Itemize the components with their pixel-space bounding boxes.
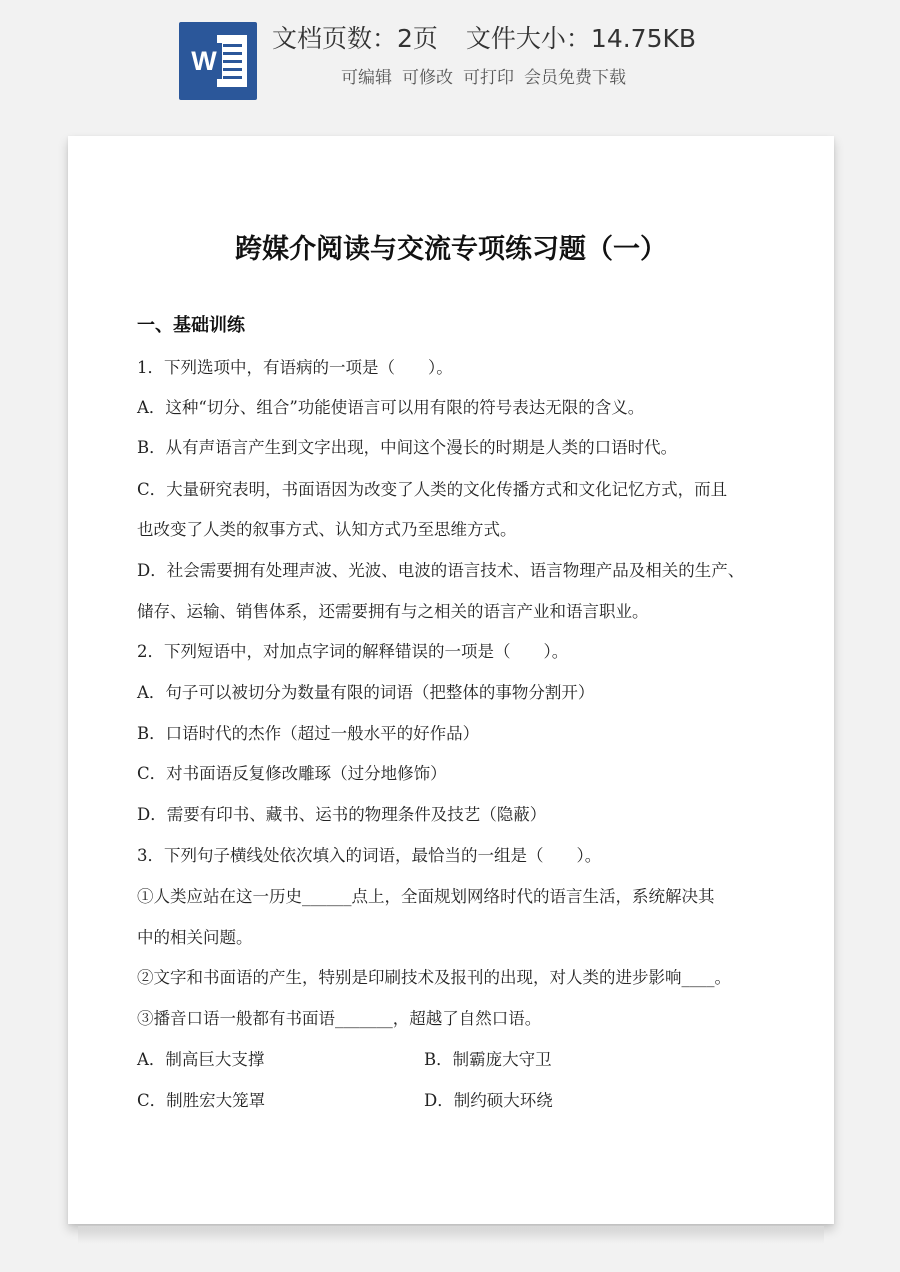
page-shadow — [78, 1226, 824, 1244]
word-document-icon — [179, 22, 257, 100]
q3-option-d: D．制约硕大环绕 — [424, 1091, 553, 1110]
q1-option-b: B．从有声语言产生到文字出现，中间这个漫长的时期是人类的口语时代。 — [137, 438, 678, 457]
q3-option-a: A．制高巨大支撑 — [137, 1050, 265, 1069]
q2-option-b: B．口语时代的杰作（超过一般水平的好作品） — [137, 724, 480, 743]
q2-option-a: A．句子可以被切分为数量有限的词语（把整体的事物分割开） — [137, 683, 595, 702]
q1-option-d-cont: 储存、运输、销售体系，还需要拥有与之相关的语言产业和语言职业。 — [137, 602, 649, 621]
q1-option-c-cont: 也改变了人类的叙事方式、认知方式乃至思维方式。 — [137, 520, 517, 539]
q3-sentence-3: ③播音口语一般都有书面语_______，超越了自然口语。 — [137, 1009, 542, 1028]
section-heading: 一、基础训练 — [137, 315, 245, 336]
feature-member-download: 会员免费下载 — [524, 68, 626, 88]
feature-list — [341, 66, 636, 90]
file-info — [272, 22, 696, 56]
q1-option-a: A．这种“切分、组合”功能使语言可以用有限的符号表达无限的含义。 — [137, 398, 645, 417]
page-count: 文档页数：2页 — [272, 24, 438, 53]
word-logo-letter: W — [186, 43, 222, 79]
q3-sentence-2: ②文字和书面语的产生，特别是印刷技术及报刊的出现，对人类的进步影响____。 — [137, 968, 731, 987]
document-page — [68, 136, 834, 1224]
feature-printable: 可打印 — [463, 68, 514, 88]
file-size: 文件大小：14.75KB — [465, 24, 697, 53]
download-header — [0, 0, 900, 120]
question-1: 1．下列选项中，有语病的一项是（ ）。 — [137, 358, 453, 377]
q1-option-c: C．大量研究表明，书面语因为改变了人类的文化传播方式和文化记忆方式，而且 — [137, 480, 728, 499]
q1-option-d: D．社会需要拥有处理声波、光波、电波的语言技术、语言物理产品及相关的生产、 — [137, 561, 745, 580]
q3-sentence-1: ①人类应站在这一历史______点上，全面规划网络时代的语言生活，系统解决其 — [137, 887, 715, 906]
q3-option-c: C．制胜宏大笼罩 — [137, 1091, 266, 1110]
q2-option-d: D．需要有印书、藏书、运书的物理条件及技艺（隐蔽） — [137, 805, 547, 824]
feature-modifiable: 可修改 — [402, 68, 453, 88]
q3-option-b: B．制霸庞大守卫 — [424, 1050, 552, 1069]
q3-sentence-1-cont: 中的相关问题。 — [137, 928, 253, 947]
question-3: 3．下列句子横线处依次填入的词语，最恰当的一组是（ ）。 — [137, 846, 602, 865]
document-title: 跨媒介阅读与交流专项练习题（一） — [235, 234, 667, 265]
question-2: 2．下列短语中，对加点字词的解释错误的一项是（ ）。 — [137, 642, 569, 661]
q2-option-c: C．对书面语反复修改雕琢（过分地修饰） — [137, 764, 447, 783]
feature-editable: 可编辑 — [341, 68, 392, 88]
